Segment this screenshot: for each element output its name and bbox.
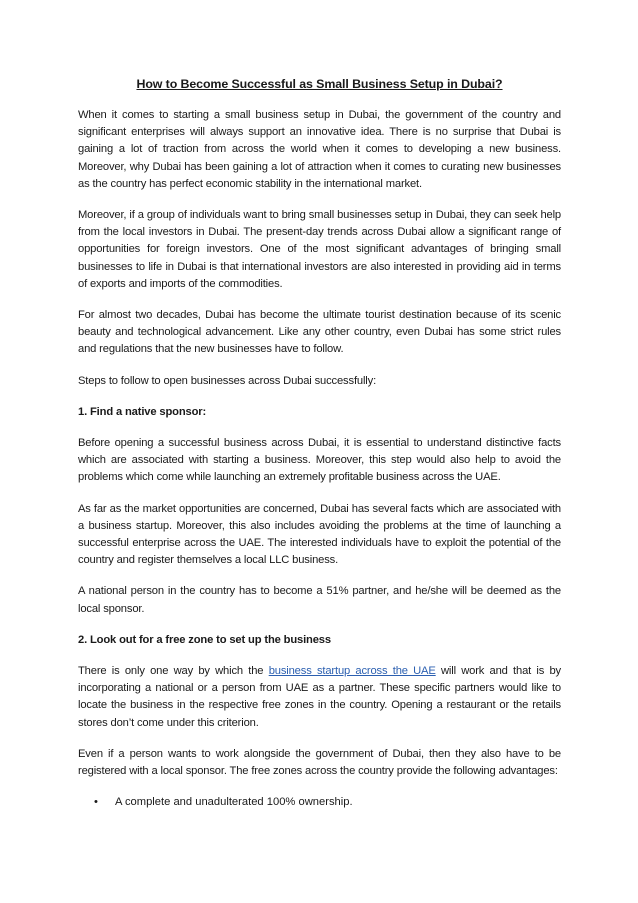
advantages-list <box>78 794 561 811</box>
section-2-p1-after: will work and that is by incorporating a national or a person from UAE as a partner. These specific partners would like to locate the business in the respective free zones in the country. Opening a restaurant or the retails stores don’t come under this criterion. <box>78 665 561 729</box>
intro-paragraph-1: When it comes to starting a small business setup in Dubai, the government of the country and significant enterprises will always support an innovative idea. There is no surprise that Dubai is gaining a lot of traction from across the world when it comes to developing a new business. Moreover, why Dubai has been gaining a lot of attraction when it comes to curating new businesses as the country has perfect economic stability in the international market. <box>78 109 561 190</box>
section-1-paragraph-3: A national person in the country has to become a 51% partner, and he/she will be deemed as the local sponsor. <box>78 585 561 615</box>
section-2-paragraph-2: Even if a person wants to work alongside the government of Dubai, then they also have to be registered with a local sponsor. The free zones across the country provide the following advantages: <box>78 747 561 778</box>
document-title: How to Become Successful as Small Business Setup in Dubai? <box>136 77 503 91</box>
intro-paragraph-2: Moreover, if a group of individuals want to bring small businesses setup in Dubai, they can seek help from the local investors in Dubai. The present-day trends across Dubai allow a significant range of opportunities for foreign investors. One of the most significant advantages of bringing small businesses to life in Dubai is that international investors are also interested in providing aid in terms of exports and imports of the commodities. <box>78 209 561 290</box>
section-2-heading: 2. Look out for a free zone to set up the business <box>78 633 331 646</box>
list-item-text: A complete and unadulterated 100% ownership. <box>115 796 353 809</box>
section-2-paragraph-1 <box>78 663 561 732</box>
list-item <box>78 794 561 811</box>
steps-intro: Steps to follow to open businesses across Dubai successfully: <box>78 374 377 387</box>
business-startup-link[interactable]: business startup across the UAE <box>268 665 436 678</box>
section-1-paragraph-2: As far as the market opportunities are concerned, Dubai has several facts which are associated with a business startup. Moreover, this also includes avoiding the problems at the time of launching a successful enterprise across the UAE. The interested individuals have to exploit the potential of the country and register themselves a local LLC business. <box>78 502 561 567</box>
section-2-p1-before: There is only one way by which the <box>78 665 269 678</box>
bullet-icon: • <box>94 796 98 809</box>
section-1-heading: 1. Find a native sponsor: <box>78 405 207 418</box>
section-1-paragraph-1: Before opening a successful business across Dubai, it is essential to understand distinctive facts which are associated with starting a business. Moreover, this step would also help to avoid the problems which come while launching an extremely profitable business across the UAE. <box>78 437 561 484</box>
intro-paragraph-3: For almost two decades, Dubai has become the ultimate tourist destination because of its scenic beauty and technological advancement. Like any other country, even Dubai has some strict rules and regulations that the new businesses have to follow. <box>78 309 561 356</box>
document-page <box>78 76 561 812</box>
